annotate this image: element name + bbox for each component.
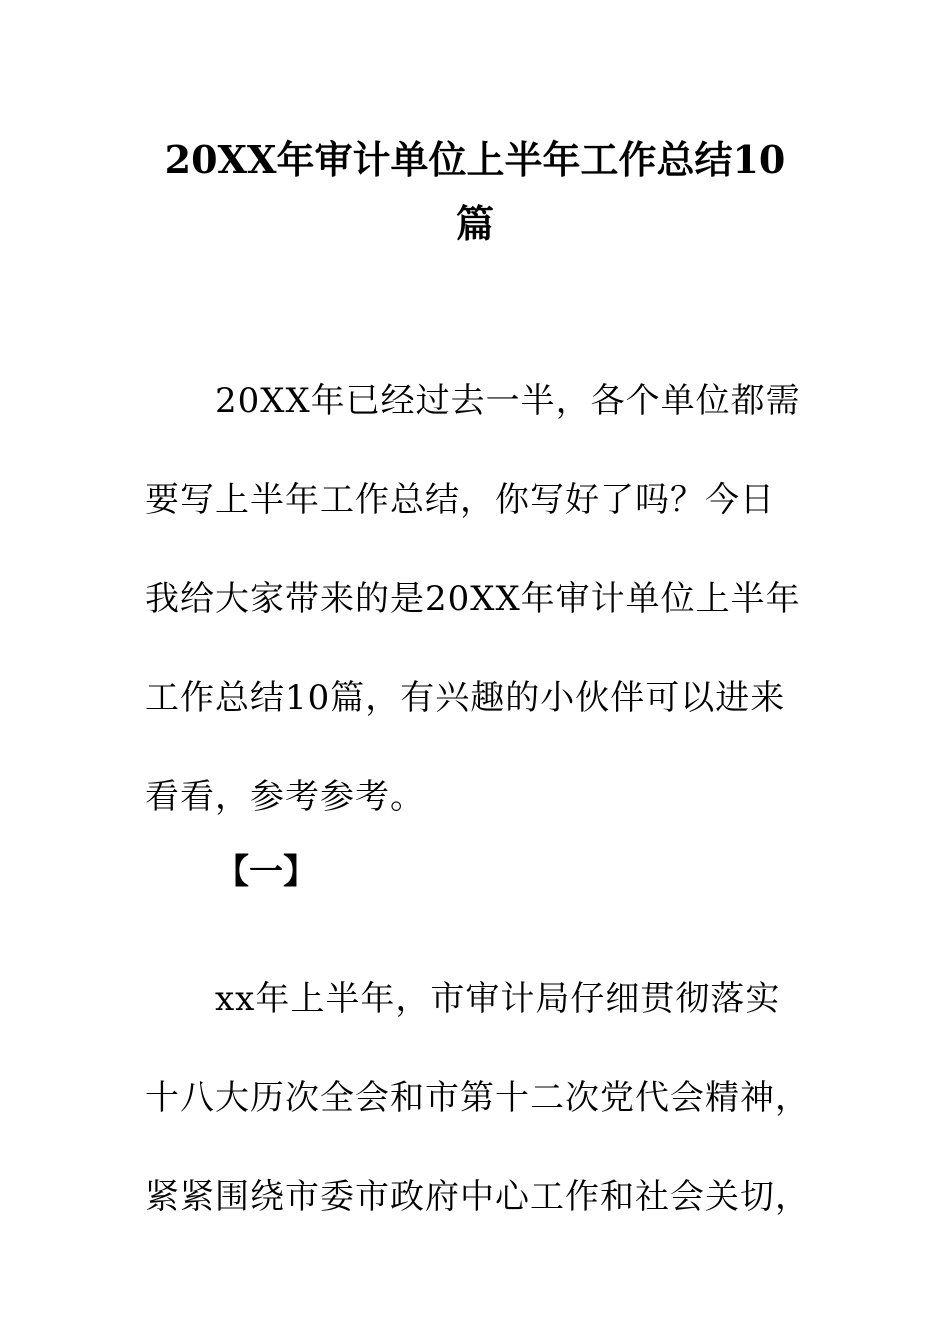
section-heading: 【一】 — [215, 852, 317, 892]
section-line-2: 十八大历次全会和市第十二次党代会精神， — [145, 1078, 810, 1118]
document-title — [145, 128, 805, 256]
section-line-1: xx年上半年，市审计局仔细贯彻落实 — [215, 979, 781, 1019]
title-line-1: 20XX年审计单位上半年工作总结10 — [164, 137, 786, 182]
intro-line-3: 我给大家带来的是20XX年审计单位上半年 — [145, 579, 801, 619]
intro-line-4: 工作总结10篇，有兴趣的小伙伴可以进来 — [145, 678, 786, 718]
section-line-3: 紧紧围绕市委市政府中心工作和社会关切， — [145, 1177, 810, 1217]
section-paragraph — [145, 950, 810, 1247]
intro-line-1: 20XX年已经过去一半，各个单位都需 — [215, 381, 801, 421]
intro-line-5: 看看，参考参考。 — [145, 777, 425, 817]
title-line-2: 篇 — [455, 201, 494, 246]
intro-line-2: 要写上半年工作总结，你写好了吗？今日 — [145, 480, 775, 520]
intro-paragraph — [145, 352, 801, 847]
